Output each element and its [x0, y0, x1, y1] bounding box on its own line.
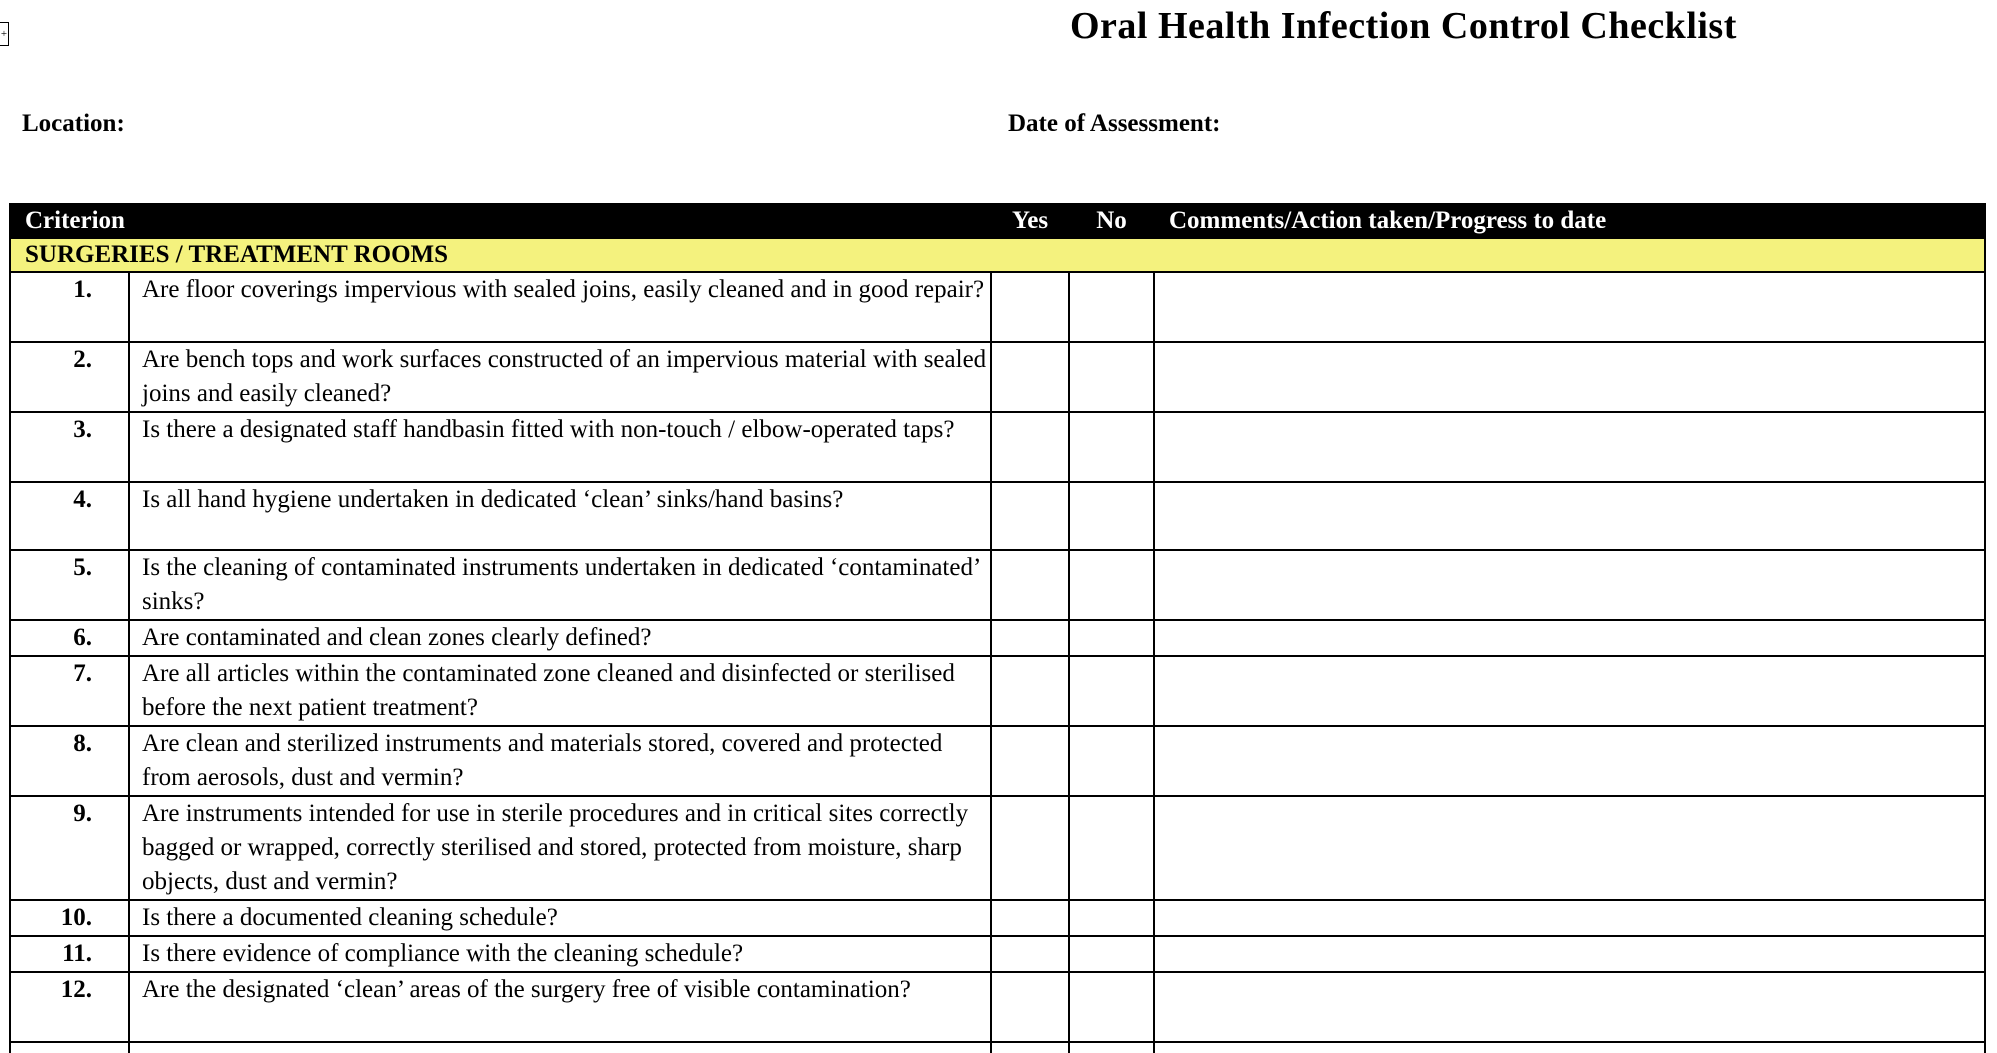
no-cell[interactable] [1069, 900, 1154, 936]
no-cell[interactable] [1069, 726, 1154, 796]
table-row [10, 342, 1985, 412]
criterion-text: Are floor coverings impervious with sealed joins, easily cleaned and in good repair? [129, 272, 991, 342]
table-row [10, 412, 1985, 482]
empty-cell [1154, 1042, 1985, 1053]
no-cell[interactable] [1069, 656, 1154, 726]
table-row [10, 656, 1985, 726]
no-cell[interactable] [1069, 342, 1154, 412]
yes-cell[interactable] [991, 412, 1069, 482]
yes-cell[interactable] [991, 972, 1069, 1042]
criterion-text: Are contaminated and clean zones clearly defined? [129, 620, 991, 656]
criterion-text: Are bench tops and work surfaces constructed of an impervious material with sealed joins and easily cleaned? [129, 342, 991, 412]
no-cell[interactable] [1069, 482, 1154, 550]
empty-cell [10, 1042, 129, 1053]
yes-cell[interactable] [991, 550, 1069, 620]
criterion-text: Are instruments intended for use in sterile procedures and in critical sites correctly bagged or wrapped, correctly sterilised and stored, protected from moisture, sharp objects, dust and vermin? [129, 796, 991, 900]
table-row [10, 550, 1985, 620]
section-title: SURGERIES / TREATMENT ROOMS [10, 238, 1985, 272]
table-row [10, 726, 1985, 796]
yes-cell[interactable] [991, 342, 1069, 412]
comments-cell[interactable] [1154, 900, 1985, 936]
yes-cell[interactable] [991, 620, 1069, 656]
comments-cell[interactable] [1154, 796, 1985, 900]
criterion-number: 8. [10, 726, 129, 796]
criterion-text: Is there a documented cleaning schedule? [129, 900, 991, 936]
criterion-number: 11. [10, 936, 129, 972]
no-cell[interactable] [1069, 796, 1154, 900]
table-row-partial [10, 1042, 1985, 1053]
criterion-number: 12. [10, 972, 129, 1042]
criterion-number: 7. [10, 656, 129, 726]
empty-cell [129, 1042, 991, 1053]
comments-cell[interactable] [1154, 972, 1985, 1042]
table-row [10, 936, 1985, 972]
empty-cell [1069, 1042, 1154, 1053]
comments-cell[interactable] [1154, 482, 1985, 550]
criterion-number: 9. [10, 796, 129, 900]
criterion-number: 2. [10, 342, 129, 412]
criterion-number: 1. [10, 272, 129, 342]
comments-cell[interactable] [1154, 936, 1985, 972]
comments-cell[interactable] [1154, 726, 1985, 796]
yes-header: Yes [991, 204, 1069, 238]
no-header: No [1069, 204, 1154, 238]
criterion-text: Is there evidence of compliance with the cleaning schedule? [129, 936, 991, 972]
yes-cell[interactable] [991, 936, 1069, 972]
criterion-text: Are clean and sterilized instruments and materials stored, covered and protected from aerosols, dust and vermin? [129, 726, 991, 796]
page-title: Oral Health Infection Control Checklist [1070, 5, 1737, 47]
criterion-number: 6. [10, 620, 129, 656]
table-row [10, 482, 1985, 550]
table-move-handle[interactable]: + [0, 22, 9, 46]
date-of-assessment-label: Date of Assessment: [1008, 110, 1221, 137]
empty-cell [991, 1042, 1069, 1053]
comments-cell[interactable] [1154, 620, 1985, 656]
comments-cell[interactable] [1154, 656, 1985, 726]
criterion-header: Criterion [10, 204, 991, 238]
section-row [10, 238, 1985, 272]
no-cell[interactable] [1069, 620, 1154, 656]
no-cell[interactable] [1069, 972, 1154, 1042]
comments-header: Comments/Action taken/Progress to date [1154, 204, 1985, 238]
criterion-text: Are all articles within the contaminated zone cleaned and disinfected or sterilised before the next patient treatment? [129, 656, 991, 726]
no-cell[interactable] [1069, 272, 1154, 342]
criterion-text: Is all hand hygiene undertaken in dedicated ‘clean’ sinks/hand basins? [129, 482, 991, 550]
no-cell[interactable] [1069, 412, 1154, 482]
yes-cell[interactable] [991, 726, 1069, 796]
criterion-text: Are the designated ‘clean’ areas of the surgery free of visible contamination? [129, 972, 991, 1042]
yes-cell[interactable] [991, 900, 1069, 936]
comments-cell[interactable] [1154, 412, 1985, 482]
criterion-number: 5. [10, 550, 129, 620]
criterion-text: Is the cleaning of contaminated instruments undertaken in dedicated ‘contaminated’ sinks? [129, 550, 991, 620]
criterion-number: 3. [10, 412, 129, 482]
no-cell[interactable] [1069, 550, 1154, 620]
table-row [10, 972, 1985, 1042]
comments-cell[interactable] [1154, 272, 1985, 342]
header-row [10, 204, 1985, 238]
table-row [10, 620, 1985, 656]
comments-cell[interactable] [1154, 342, 1985, 412]
yes-cell[interactable] [991, 482, 1069, 550]
criterion-number: 4. [10, 482, 129, 550]
yes-cell[interactable] [991, 272, 1069, 342]
yes-cell[interactable] [991, 656, 1069, 726]
table-row [10, 272, 1985, 342]
checklist-table [9, 203, 1986, 1053]
criterion-text: Is there a designated staff handbasin fitted with non-touch / elbow-operated taps? [129, 412, 991, 482]
table-row [10, 796, 1985, 900]
comments-cell[interactable] [1154, 550, 1985, 620]
no-cell[interactable] [1069, 936, 1154, 972]
criterion-number: 10. [10, 900, 129, 936]
table-row [10, 900, 1985, 936]
yes-cell[interactable] [991, 796, 1069, 900]
location-label: Location: [22, 110, 125, 137]
